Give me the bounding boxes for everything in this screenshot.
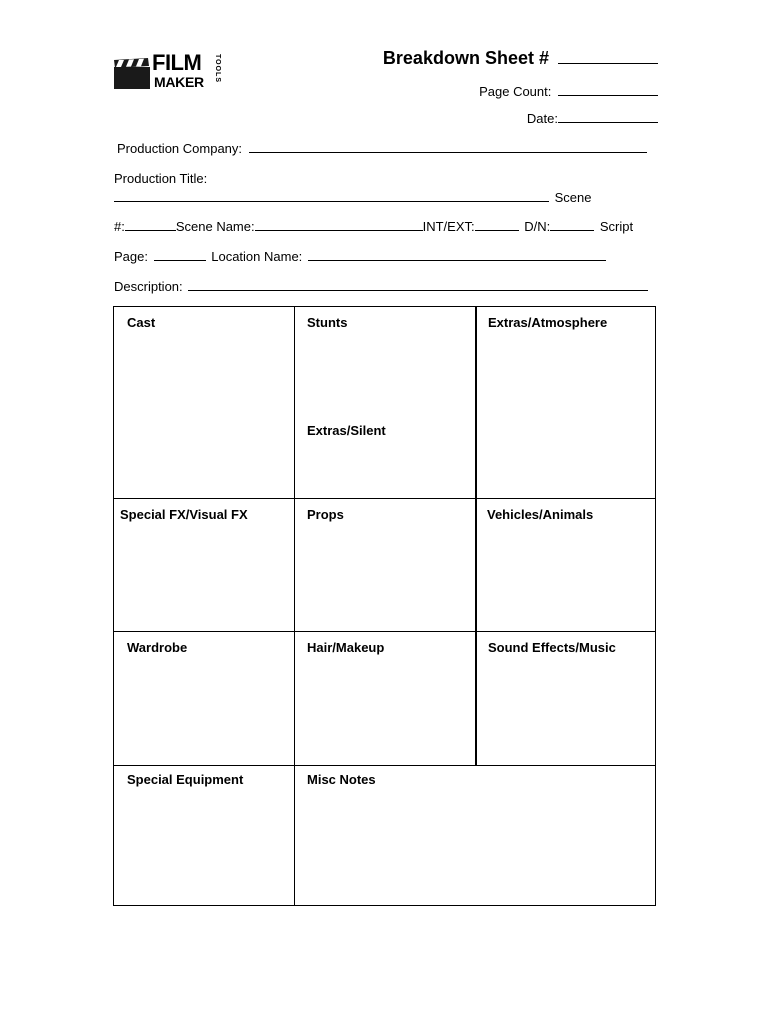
cast-cell[interactable] <box>114 307 294 498</box>
vehicles-animals-cell[interactable] <box>477 499 655 631</box>
hair-makeup-label: Hair/Makeup <box>307 640 385 655</box>
filmmaker-tools-logo <box>114 52 234 92</box>
date-field[interactable] <box>558 110 658 123</box>
special-equipment-label: Special Equipment <box>127 772 244 787</box>
scene-name-label: Scene Name: <box>175 219 255 234</box>
vehicles-animals-label: Vehicles/Animals <box>487 507 594 522</box>
production-title-row <box>114 189 592 206</box>
production-company-field[interactable] <box>249 140 647 153</box>
wardrobe-label: Wardrobe <box>127 640 188 655</box>
hair-makeup-cell[interactable] <box>295 632 475 765</box>
scene-row <box>114 218 633 235</box>
production-company-row <box>117 140 647 157</box>
special-fx-cell[interactable] <box>114 499 294 631</box>
int-ext-field[interactable] <box>475 218 519 231</box>
description-field[interactable] <box>188 278 648 291</box>
stunts-label: Stunts <box>307 315 348 330</box>
page-title <box>383 48 658 69</box>
date-row <box>527 110 658 127</box>
scene-number-field[interactable] <box>125 218 176 231</box>
page-count-field[interactable] <box>558 83 658 96</box>
page-field[interactable] <box>154 248 206 261</box>
description-label: Description: <box>114 279 183 294</box>
misc-notes-label: Misc Notes <box>307 772 376 787</box>
logo-maker-text: MAKER <box>154 74 204 90</box>
page-count-row <box>479 83 658 100</box>
scene-number-label: #: <box>114 219 125 234</box>
page-label: Page: <box>114 249 148 264</box>
extras-atmosphere-cell[interactable] <box>477 307 655 498</box>
extras-silent-label: Extras/Silent <box>307 423 386 438</box>
sheet-number-field[interactable] <box>558 49 658 64</box>
production-title-label: Production Title: <box>114 171 208 186</box>
wardrobe-cell[interactable] <box>114 632 294 765</box>
misc-notes-cell[interactable] <box>295 766 655 905</box>
location-name-field[interactable] <box>308 248 606 261</box>
description-row <box>114 278 648 295</box>
stunts-cell[interactable] <box>295 307 475 498</box>
logo-film-text: FILM <box>152 50 202 75</box>
date-label: Date: <box>526 111 558 126</box>
location-name-label: Location Name: <box>211 249 303 264</box>
sound-music-label: Sound Effects/Music <box>488 640 616 655</box>
special-equipment-cell[interactable] <box>114 766 294 905</box>
day-night-label: D/N: <box>524 219 551 234</box>
int-ext-label: INT/EXT: <box>422 219 475 234</box>
props-cell[interactable] <box>295 499 475 631</box>
cast-label: Cast <box>127 315 156 330</box>
props-label: Props <box>307 507 344 522</box>
clapperboard-icon <box>114 58 150 89</box>
production-company-label: Production Company: <box>117 141 243 156</box>
breakdown-sheet-title: Breakdown Sheet # <box>382 48 549 68</box>
logo-tools-text: TOOLS <box>214 54 221 83</box>
day-night-field[interactable] <box>550 218 594 231</box>
scene-word: Scene <box>554 190 592 205</box>
page-count-label: Page Count: <box>479 84 552 99</box>
breakdown-grid <box>113 306 656 906</box>
extras-atmosphere-label: Extras/Atmosphere <box>488 315 608 330</box>
special-fx-label: Special FX/Visual FX <box>120 507 248 522</box>
production-title-field[interactable] <box>114 189 549 202</box>
page-location-row <box>114 248 606 265</box>
scene-name-field[interactable] <box>255 218 423 231</box>
script-word: Script <box>599 219 634 234</box>
sound-music-cell[interactable] <box>477 632 655 765</box>
